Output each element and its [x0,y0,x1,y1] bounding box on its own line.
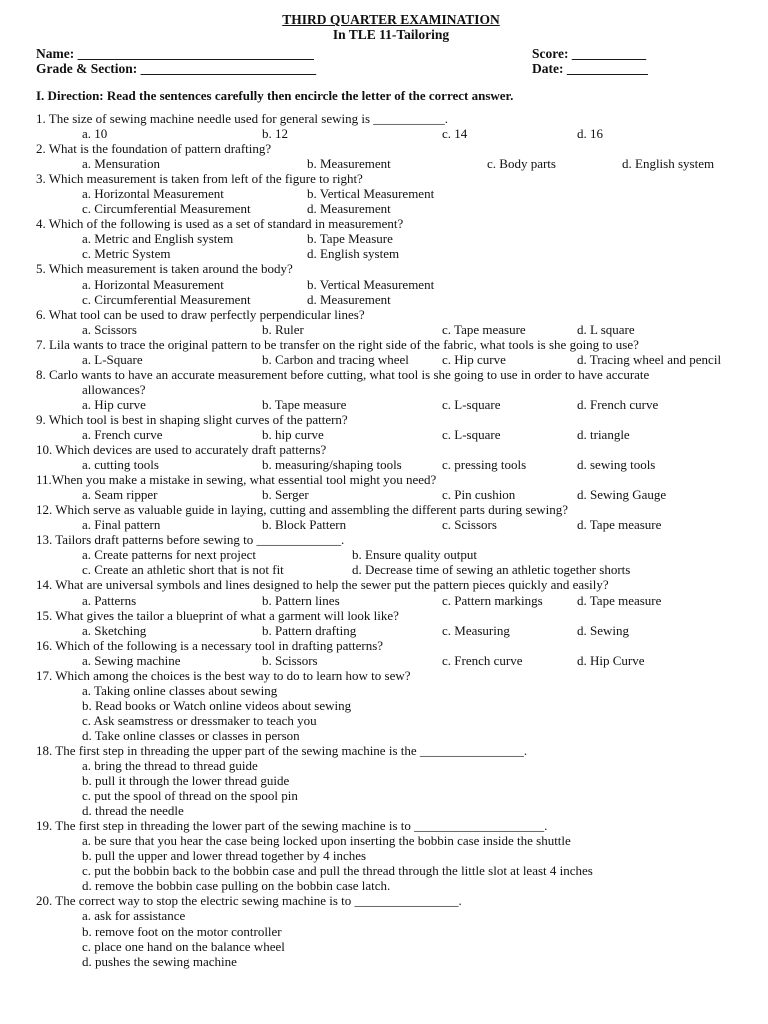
answer-row [36,457,756,472]
question-stem [36,893,756,908]
question-12 [36,502,756,532]
answer-option[interactable]: d. English system [307,246,400,262]
question-14 [36,577,756,607]
answer-option[interactable]: b. remove foot on the motor controller [82,923,282,939]
answer-row [36,623,756,638]
question-list [36,111,756,969]
answer-option[interactable]: c. Hip curve [442,351,506,367]
question-20 [36,893,756,968]
answer-option[interactable]: c. Circumferential Measurement [82,291,251,307]
answer-option[interactable]: a. Seam ripper [82,487,158,503]
answer-option[interactable]: a. Hip curve [82,396,146,412]
answer-option[interactable]: c. Measuring [442,622,510,638]
answer-option[interactable]: b. measuring/shaping tools [262,457,402,473]
answer-option[interactable]: b. Measurement [307,156,391,172]
answer-option[interactable]: d. pushes the sewing machine [82,953,237,969]
grade-section-field: Grade & Section: __________________________ [36,61,317,76]
question-7 [36,337,756,367]
question-3 [36,171,756,216]
question-1 [36,111,756,141]
answer-row [36,277,756,292]
answer-option[interactable]: b. pull the upper and lower thread together by 4 inches [82,848,367,864]
question-stem-text: 11.When you make a mistake in sewing, what essential tool might you need? [36,472,437,488]
question-stem-text: 16. Which of the following is a necessary tool in drafting patterns? [36,637,384,653]
answer-option[interactable]: b. pull it through the lower thread guide [82,773,290,789]
answer-option[interactable]: b. Scissors [262,652,318,668]
question-stem [36,367,756,397]
question-4 [36,216,756,261]
direction-text: I. Direction: Read the sentences carefully then encircle the letter of the correct answer. [36,88,514,103]
answer-option[interactable]: a. ask for assistance [82,908,186,924]
answer-option[interactable]: b. Serger [262,487,309,503]
answer-row [36,352,756,367]
question-8 [36,367,756,412]
answer-row [36,593,756,608]
answer-option[interactable]: c. Metric System [82,246,171,262]
answer-row [36,126,756,141]
answer-option[interactable]: d. French curve [577,396,659,412]
question-16 [36,638,756,668]
answer-option[interactable]: a. be sure that you hear the case being locked upon inserting the bobbin case inside the shuttle [82,833,571,849]
question-stem [36,743,756,758]
answer-option[interactable]: c. L-square [442,426,501,442]
question-6 [36,307,756,337]
answer-option[interactable]: a. cutting tools [82,457,159,473]
question-18 [36,743,756,818]
answer-row [36,562,756,577]
question-stem-text: 5. Which measurement is taken around the body? [36,261,293,277]
answer-option[interactable]: d. triangle [577,426,630,442]
answer-option[interactable]: c. Body parts [487,156,556,172]
answer-option[interactable]: d. Decrease time of sewing an athletic together shorts [352,562,631,578]
answer-option[interactable]: a. Horizontal Measurement [82,186,224,202]
question-stem [36,216,756,231]
answer-option[interactable]: d. 16 [577,126,603,142]
question-stem [36,668,756,683]
question-stem-text: 19. The first step in threading the lower part of the sewing machine is to ____________________. [36,818,548,834]
question-stem-text: 8. Carlo wants to have an accurate measurement before cutting, what tool is she going to use in order to have accurate [36,366,650,382]
question-stem-text: 6. What tool can be used to draw perfectly perpendicular lines? [36,306,365,322]
answer-option[interactable]: c. put the spool of thread on the spool pin [82,788,298,804]
question-stem-text: 17. Which among the choices is the best way to do to learn how to sew? [36,667,411,683]
answer-option[interactable]: d. Measurement [307,201,391,217]
answer-option[interactable]: a. Create patterns for next project [82,547,256,563]
question-19 [36,818,756,893]
question-stem-text: 9. Which tool is best in shaping slight curves of the pattern? [36,411,348,427]
answer-option[interactable]: a. 10 [82,126,108,142]
question-stem-continuation: allowances? [82,381,146,397]
question-stem-text: 10. Which devices are used to accurately draft patterns? [36,442,327,458]
answer-option[interactable]: c. put the bobbin back to the bobbin case and pull the thread through the little slot at least 4 inches [82,863,593,879]
answer-option[interactable]: b. hip curve [262,426,324,442]
answer-option[interactable]: d. Hip Curve [577,652,645,668]
answer-row [36,427,756,442]
answer-row [36,201,756,216]
question-17 [36,668,756,743]
answer-option[interactable]: c. Create an athletic short that is not fit [82,562,284,578]
answer-row [36,397,756,412]
question-stem [36,337,756,352]
question-stem-text: 20. The correct way to stop the electric sewing machine is to ________________. [36,893,462,909]
answer-option[interactable]: b. Ensure quality output [352,547,477,563]
question-stem-text: 2. What is the foundation of pattern drafting? [36,141,272,157]
answer-option[interactable]: a. bring the thread to thread guide [82,758,258,774]
answer-option[interactable]: a. Horizontal Measurement [82,276,224,292]
question-15 [36,608,756,638]
question-stem [36,171,756,186]
answer-row [36,322,756,337]
answer-option[interactable]: b. Pattern drafting [262,622,357,638]
answer-option[interactable]: b. Vertical Measurement [307,186,435,202]
answer-option[interactable]: d. L square [577,321,635,337]
answer-option[interactable]: c. pressing tools [442,457,527,473]
question-stem [36,502,756,517]
answer-row [36,487,756,502]
question-stem-text: 12. Which serve as valuable guide in laying, cutting and assembling the different parts during sewing? [36,502,569,518]
answer-option[interactable]: c. Circumferential Measurement [82,201,251,217]
answer-option[interactable]: d. thread the needle [82,803,184,819]
answer-option[interactable]: b. Pattern lines [262,592,340,608]
answer-option[interactable]: a. L-Square [82,351,143,367]
answer-row [36,517,756,532]
question-stem-text: 1. The size of sewing machine needle used for general sewing is ___________. [36,111,449,126]
question-stem-text: 14. What are universal symbols and lines designed to help the sewer put the pattern pieces quickly and easily? [36,577,609,593]
question-13 [36,532,756,577]
question-stem [36,532,756,547]
answer-option[interactable]: d. Tracing wheel and pencil [577,351,722,367]
question-stem-text: 18. The first step in threading the upper part of the sewing machine is the ________________. [36,742,528,758]
question-stem-text: 15. What gives the tailor a blueprint of what a garment will look like? [36,607,399,623]
question-stem-text: 4. Which of the following is used as a set of standard in measurement? [36,216,404,232]
answer-option[interactable]: c. Scissors [442,517,497,533]
name-field: Name: ___________________________________ [36,46,314,61]
answer-option[interactable]: d. Sewing Gauge [577,487,667,503]
answer-option[interactable]: b. Tape measure [262,396,347,412]
question-2 [36,141,756,171]
question-stem-text: 7. Lila wants to trace the original pattern to be transfer on the right side of the fabric, what tools is she going to use? [36,336,639,352]
question-stem [36,638,756,653]
answer-option[interactable]: a. Scissors [82,321,137,337]
question-stem [36,307,756,322]
question-stem [36,472,756,487]
answer-option[interactable]: a. Patterns [82,592,137,608]
question-stem [36,261,756,276]
question-stem [36,141,756,156]
question-stem [36,442,756,457]
answer-option[interactable]: c. French curve [442,652,523,668]
answer-row [36,231,756,246]
answer-option[interactable]: a. Sketching [82,622,147,638]
answer-option[interactable]: d. remove the bobbin case pulling on the bobbin case latch. [82,878,391,894]
answer-option[interactable]: c. Tape measure [442,321,526,337]
question-stem [36,608,756,623]
answer-option[interactable]: b. Tape Measure [307,231,393,247]
answer-option[interactable]: b. Vertical Measurement [307,276,435,292]
answer-option[interactable]: c. L-square [442,396,501,412]
question-9 [36,412,756,442]
answer-option[interactable]: b. Carbon and tracing wheel [262,351,409,367]
answer-row [36,547,756,562]
answer-option[interactable]: d. English system [622,156,715,172]
answer-option[interactable]: c. Pattern markings [442,592,543,608]
question-stem-text: 13. Tailors draft patterns before sewing to _____________. [36,532,345,548]
answer-option[interactable]: a. Mensuration [82,156,160,172]
answer-option[interactable]: d. Sewing [577,622,629,638]
question-stem [36,818,756,833]
question-stem-text: 3. Which measurement is taken from left of the figure to right? [36,171,363,187]
answer-row [36,246,756,261]
answer-option[interactable]: b. Read books or Watch online videos about sewing [82,697,352,713]
answer-option[interactable]: a. French curve [82,426,163,442]
question-10 [36,442,756,472]
answer-option[interactable]: d. sewing tools [577,457,656,473]
question-5 [36,261,756,306]
answer-option[interactable]: b. Block Pattern [262,517,347,533]
answer-option[interactable]: d. Measurement [307,291,391,307]
score-field: Score: ___________ [532,46,647,61]
answer-option[interactable]: c. Ask seamstress or dressmaker to teach you [82,712,317,728]
answer-option[interactable]: d. Tape measure [577,592,662,608]
answer-option[interactable]: d. Tape measure [577,517,662,533]
answer-option[interactable]: a. Sewing machine [82,652,181,668]
exam-title: THIRD QUARTER EXAMINATION [282,12,500,27]
answer-option[interactable]: b. 12 [262,126,288,142]
question-stem [36,412,756,427]
answer-option[interactable]: c. 14 [442,126,468,142]
answer-row [36,156,756,171]
answer-option[interactable]: a. Final pattern [82,517,161,533]
answer-row [36,653,756,668]
answer-option[interactable]: a. Metric and English system [82,231,234,247]
answer-row [36,186,756,201]
exam-subtitle: In TLE 11-Tailoring [332,27,450,42]
answer-option[interactable]: b. Ruler [262,321,304,337]
answer-option[interactable]: c. place one hand on the balance wheel [82,938,285,954]
answer-option[interactable]: c. Pin cushion [442,487,516,503]
answer-row [36,292,756,307]
answer-option[interactable]: d. Take online classes or classes in person [82,727,300,743]
question-stem [36,111,756,126]
question-stem [36,577,756,592]
answer-option[interactable]: a. Taking online classes about sewing [82,682,278,698]
date-field: Date: ____________ [532,61,648,76]
question-11 [36,472,756,502]
